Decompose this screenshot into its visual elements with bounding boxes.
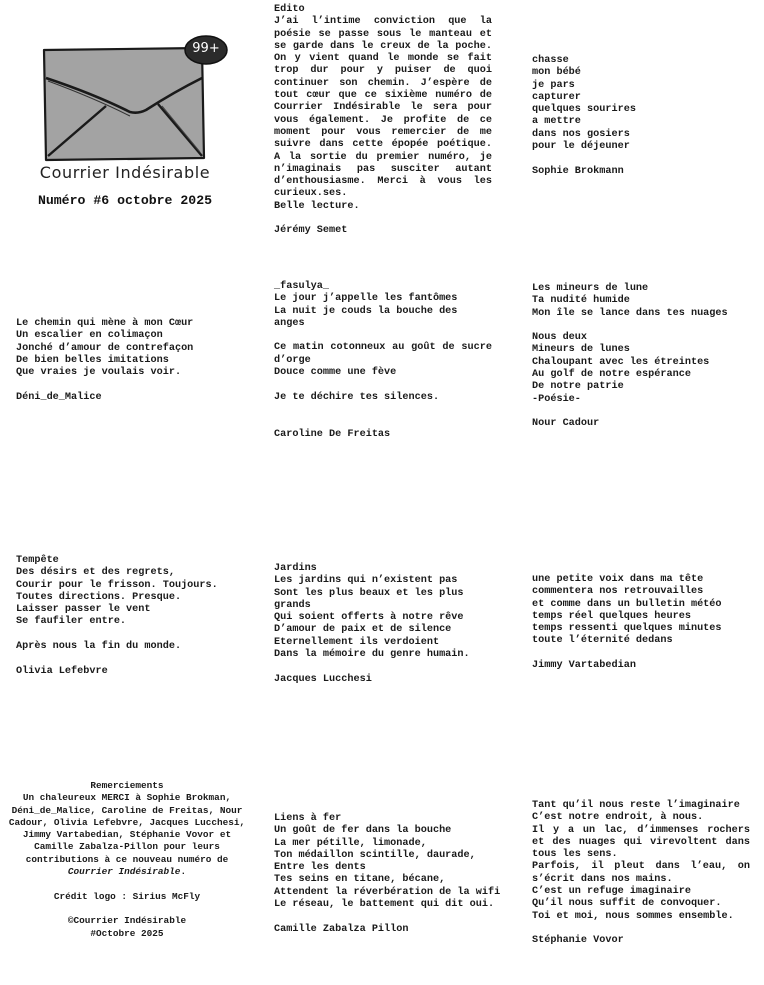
poem-line: toute l’éternité dedans <box>532 635 673 647</box>
poem-author: Jimmy Vartabedian <box>532 660 636 672</box>
poem-title: Tempête <box>16 555 59 566</box>
poem-line: D’amour de paix et de silence <box>274 624 452 636</box>
poem-author: Nour Cadour <box>532 418 600 430</box>
poem-line: De bien belles imitations <box>16 354 169 366</box>
poem-title: Liens à fer <box>274 813 342 824</box>
poem-line: Au golf de notre espérance <box>532 369 691 381</box>
poem-title: Jardins <box>274 563 317 574</box>
edito-author: Jérémy Semet <box>274 225 348 237</box>
poem-line: Nous deux <box>532 332 588 344</box>
poem-line: La nuit je couds la bouche des anges <box>274 305 464 329</box>
poem-line: Entre les dents <box>274 862 366 874</box>
poem-line: une petite voix dans ma tête <box>532 574 704 585</box>
edito-closing: Belle lecture. <box>274 200 360 212</box>
edition-date: #Octobre 2025 <box>90 927 164 939</box>
poem-line: a mettre <box>532 116 581 128</box>
poem-line: mon bébé <box>532 67 581 79</box>
poem-author: Olivia Lefebvre <box>16 665 108 677</box>
poem-line: Parfois, il pleut dans l’eau, on s’écrit dans nos mains. <box>532 861 757 885</box>
poem-line: Mineurs de lunes <box>532 344 630 356</box>
poem-line: et comme dans un bulletin météo <box>532 598 722 610</box>
poem-line: dans nos gosiers <box>532 128 630 140</box>
poem-line: Le jour j’appelle les fantômes <box>274 293 458 305</box>
poem-author: Camille Zabalza Pillon <box>274 923 409 935</box>
poem-line: Chaloupant avec les étreintes <box>532 356 710 368</box>
poem-fasulya <box>274 281 499 441</box>
poem-line: je pars <box>532 79 575 91</box>
poem-mineurs-de-lune <box>532 283 756 431</box>
poem-line: Qu’il nous suffit de convoquer. <box>532 898 722 910</box>
poem-line: temps réel quelques heures <box>532 610 691 622</box>
poem-line: Laisser passer le vent <box>16 604 151 616</box>
notification-badge: 99+ <box>192 41 220 56</box>
poem-line: Toi et moi, nous sommes ensemble. <box>532 910 734 922</box>
logo-credit: Crédit logo : Sirius McFly <box>53 890 201 902</box>
credits-body-text: Un chaleureux MERCI à Sophie Brokman, Déni_de_Malice, Caroline de Freitas, Nour Cadour, Olivia Lefebvre, Jacques Lucchesi, Jimmy Vartabedian, Stéphanie Vovor et Camille Zabalza-Pillon pour leurs contributions à ce nouveau numéro de <box>8 792 251 865</box>
edito-title: Edito <box>274 4 305 15</box>
poem-line: Il y a un lac, d’immenses rochers et des nuages qui virevoltent dans tous les sens. <box>532 824 757 861</box>
poem-line: Tes seins en titane, bécane, <box>274 874 446 886</box>
poem-line: -Poésie- <box>532 393 581 405</box>
edito-body: J’ai l’intime conviction que la poésie se passe sous le manteau et se garde dans le creux de la poche. On y vient quand le monde se fait trop dur pour y puiser de quoi continuer son chemin. J’espère de tout cœur que ce sixième numéro de Courrier Indésirable le sera pour vous également. Je profite de ce moment pour vous remercier de me suivre dans cette épopée poétique. A la sortie du premier numéro, je n’imaginais pas susciter autant d’enthousiasme. Merci à vous les curieux.ses. <box>274 16 499 200</box>
poem-tempete <box>16 555 248 678</box>
poem-line: Eternellement ils verdoient <box>274 636 440 648</box>
poem-line: La mer pétille, limonade, <box>274 837 427 849</box>
poem-line: Mon île se lance dans tes nuages <box>532 307 728 319</box>
poem-chemin <box>16 318 248 404</box>
credits-title: Remerciements <box>90 780 164 791</box>
poem-line: temps ressenti quelques minutes <box>532 623 722 635</box>
copyright: ©Courrier Indésirable <box>67 915 187 927</box>
poem-line: commentera nos retrouvailles <box>532 586 704 598</box>
poem-line: Des désirs et des regrets, <box>16 567 175 579</box>
edito-section <box>274 4 499 238</box>
poem-line: Ce matin cotonneux au goût de sucre d’orge <box>274 342 499 366</box>
issue-title: Numéro #6 octobre 2025 <box>37 193 213 208</box>
logo-title: Courrier Indésirable <box>39 163 211 182</box>
poem-line: C’est notre endroit, à nous. <box>532 812 704 824</box>
poem-author: Stéphanie Vovor <box>532 935 624 947</box>
poem-line: De notre patrie <box>532 381 624 393</box>
poem-author: Jacques Lucchesi <box>274 673 372 685</box>
poem-line: capturer <box>532 91 581 103</box>
poem-line: Attendent la réverbération de la wifi <box>274 886 501 898</box>
poem-line: Un goût de fer dans la bouche <box>274 825 452 837</box>
poem-line: Que vraies je voulais voir. <box>16 367 182 379</box>
poem-line: Le chemin qui mène à mon Cœur <box>16 318 194 329</box>
poem-line: C’est un refuge imaginaire <box>532 886 691 898</box>
poem-title: chasse <box>532 55 569 66</box>
poem-line: Les jardins qui n’existent pas <box>274 575 458 587</box>
poem-line: Je te déchire tes silences. <box>274 391 440 403</box>
magazine-name: Courrier Indésirable <box>67 866 181 878</box>
poem-author: Caroline De Freitas <box>274 428 391 440</box>
poem-line: pour le déjeuner <box>532 141 630 153</box>
poem-line: Dans la mémoire du genre humain. <box>274 649 470 661</box>
poem-line: Qui soient offerts à notre rêve <box>274 612 464 624</box>
poem-author: Déni_de_Malice <box>16 391 102 403</box>
poem-title: Tant qu’il nous reste l’imaginaire <box>532 800 740 811</box>
poem-line: Se faufiler entre. <box>16 616 127 628</box>
poem-title: Les mineurs de lune <box>532 283 649 294</box>
poem-line: Jonché d’amour de contrefaçon <box>16 342 194 354</box>
poem-line: Après nous la fin du monde. <box>16 641 182 653</box>
poem-liens-a-fer <box>274 813 510 936</box>
poem-chasse <box>532 55 752 178</box>
credits-section <box>8 780 251 940</box>
poem-imaginaire <box>532 800 757 948</box>
poem-petite-voix <box>532 574 756 672</box>
poem-line: Toutes directions. Presque. <box>16 591 182 603</box>
poem-line: quelques sourires <box>532 104 636 116</box>
poem-line: Un escalier en colimaçon <box>16 330 163 342</box>
poem-line: Ton médaillon scintille, daurade, <box>274 849 476 861</box>
credits-body <box>8 792 251 878</box>
credits-body-end: . <box>180 866 187 878</box>
poem-line: Le réseau, le battement qui dit oui. <box>274 899 495 911</box>
poem-title: _fasulya_ <box>274 281 330 292</box>
cover-panel <box>0 0 250 240</box>
poem-line: Sont les plus beaux et les plus grands <box>274 587 470 611</box>
poem-line: Ta nudité humide <box>532 295 630 307</box>
poem-jardins <box>274 563 498 686</box>
poem-line: Douce comme une fève <box>274 367 397 379</box>
poem-author: Sophie Brokmann <box>532 165 624 177</box>
poem-line: Courir pour le frisson. Toujours. <box>16 579 218 591</box>
